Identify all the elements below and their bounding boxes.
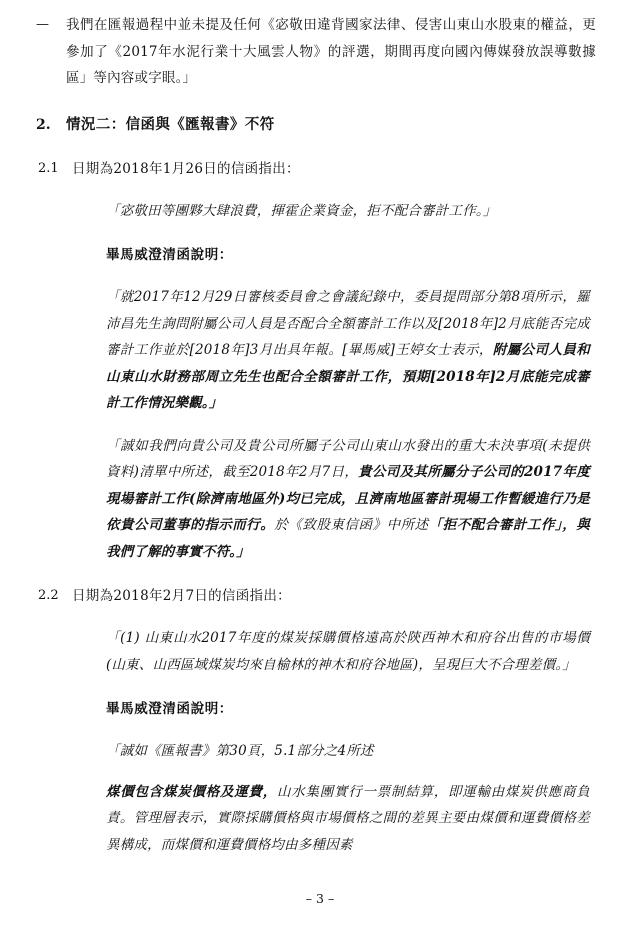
quote-block-6	[106, 779, 590, 859]
quote-6-part-1: 山水集團實行一票制結算，即運輸由煤炭供應商負責。管理層表示，實際採購價格與市場價格之間的差異主要由煤價和運費價格差異構成，而煤價和運費價格均由多種因素	[106, 783, 590, 853]
section-number: 2.	[36, 116, 51, 133]
dash-marker: —	[36, 17, 49, 32]
quote-2-bold: 附屬公司人員和山東山水財務部周立先生也配合全額審計工作，預期[2018年]2月底能完成審計工作情況樂觀。」	[106, 342, 590, 411]
quote-3-bold-2: 「拒不配合審計工作」，與我們了解的事實不符。」	[106, 517, 591, 560]
quote-3-part-2: 於《致股東信函》中所述	[274, 517, 429, 533]
kpmg-clarification-label-1: 畢馬威澄清函說明：	[106, 247, 233, 263]
quote-6-bold: 煤價包含煤炭價格及運費，	[106, 783, 278, 800]
page-number: – 3 –	[305, 891, 335, 906]
section-heading	[36, 112, 596, 138]
kpmg-clarification-label-2: 畢馬威澄清函說明：	[106, 701, 233, 717]
quote-3-part-1: 「誠如我們向貴公司及貴公司所屬子公司山東山水發出的重大未決事項(未提供資料)清單中所述，截至2018年2月7日，	[106, 437, 590, 480]
section-title: 情況二：信函與《匯報書》不符	[66, 115, 275, 133]
quote-block-2	[106, 284, 590, 417]
subsection-text: 日期為2018年1月26日的信函指出：	[72, 160, 300, 177]
dash-text: 我們在匯報過程中並未提及任何《宓敬田違背國家法律、侵害山東山水股東的權益，更參加了《2017年水泥行業十大風雲人物》的評選，期間再度向國內傳媒發放誤導數據區」等內容或字眼。」	[66, 17, 596, 86]
subsection-text: 日期為2018年2月7日的信函指出：	[72, 588, 291, 604]
quote-block-1: 「宓敬田等團夥大肆浪費，揮霍企業資金，拒不配合審計工作。」	[106, 202, 497, 219]
dash-paragraph	[36, 12, 596, 92]
quote-3-bold-1: 貴公司及其所屬分子公司的2017年度現場審計工作(除濟南地區外)均已完成，且濟南地區審計現場工作暫緩進行乃是依貴公司董事的指示而行。	[106, 464, 590, 533]
subsection-number: 2.1	[38, 160, 59, 176]
quote-2-part-1: 「就2017年12月29日審核委員會之會議紀錄中，委員提問部分第8項所示，羅沛昌先生詢問附屬公司人員是否配合全額審計工作以及[2018年]2月底能否完成審計工作並於[2018年]3月出具年報。[畢馬威]王婷女士表示，	[106, 289, 590, 358]
subsection-2-1	[36, 156, 596, 182]
quote-block-4: 「(1) 山東山水2017年度的煤炭採購價格遠高於陝西神木和府谷出售的市場價(山東、山西區域煤炭均來自榆林的神木和府谷地區)，呈現巨大不合理差價。」	[106, 630, 590, 673]
quote-block-5: 「誠如《匯報書》第30頁，5.1部分之4所述	[106, 743, 374, 759]
quote-block-3	[106, 433, 590, 566]
subsection-2-2	[36, 583, 596, 609]
subsection-number: 2.2	[38, 588, 59, 603]
